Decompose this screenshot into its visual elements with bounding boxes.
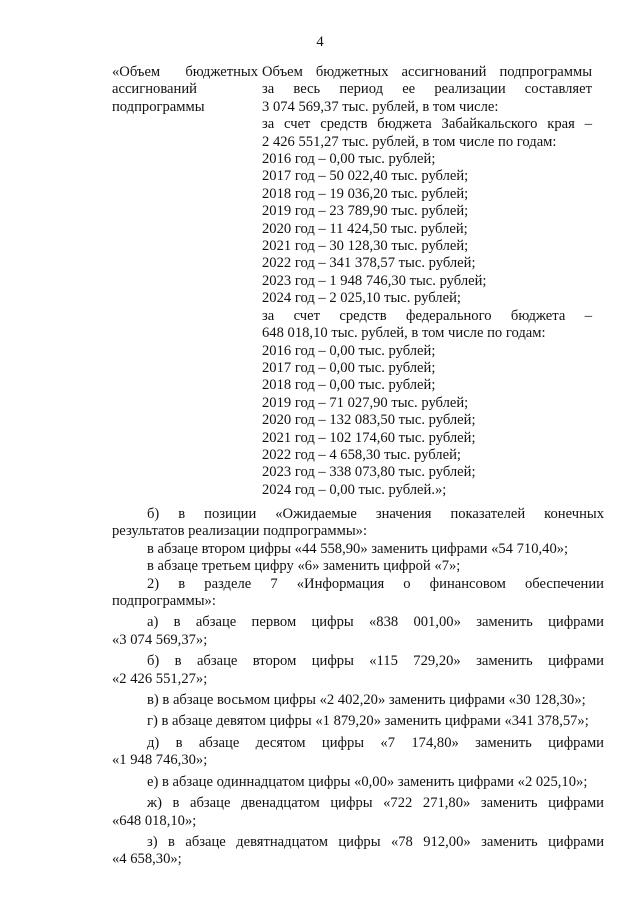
- paragraph-a-line2: «3 074 569,37»;: [112, 631, 208, 648]
- paragraph-e: е) в абзаце одиннадцатом цифры «0,00» заменить цифрами «2 025,10»;: [147, 773, 588, 790]
- table-line: 2022 год – 4 658,30 тыс. рублей;: [262, 446, 461, 463]
- table-line: 2017 год – 0,00 тыс. рублей;: [262, 359, 436, 376]
- left-word-2: бюджетных: [185, 64, 258, 80]
- paragraph-2-line2: подпрограммы»:: [112, 593, 216, 610]
- table-line: 2021 год – 102 174,60 тыс. рублей;: [262, 429, 476, 446]
- left-line-3: подпрограммы: [112, 98, 205, 115]
- table-left-column: [112, 64, 258, 499]
- paragraph-2-line1: 2) в разделе 7 «Информация о финансовом обеспечении: [147, 575, 604, 592]
- table-line: 2024 год – 2 025,10 тыс. рублей;: [262, 290, 461, 307]
- left-first-line: [112, 64, 258, 81]
- paragraph-a-line1: а) в абзаце первом цифры «838 001,00» заменить цифрами: [147, 614, 604, 631]
- paragraph-b-sub2: в абзаце третьем цифру «6» заменить цифрой «7»;: [147, 558, 461, 575]
- federal-lines: [262, 325, 592, 499]
- paragraph-d-line1: д) в абзаце десятом цифры «7 174,80» заменить цифрами: [147, 734, 604, 751]
- paragraph-b-line1: б) в позиции «Ожидаемые значения показателей конечных: [147, 506, 604, 522]
- table-line: 2023 год – 338 073,80 тыс. рублей;: [262, 464, 476, 481]
- table-line: 2020 год – 11 424,50 тыс. рублей;: [262, 220, 468, 237]
- table-line: 2022 год – 341 378,57 тыс. рублей;: [262, 255, 476, 272]
- left-word-1: «Объем: [112, 64, 161, 80]
- table-line: 2019 год – 23 789,90 тыс. рублей;: [262, 203, 469, 220]
- federal-heading: за счет средств федерального бюджета –: [262, 307, 592, 324]
- table-line: 2024 год – 0,00 тыс. рублей.»;: [262, 481, 447, 498]
- paragraph-b-sub1: в абзаце втором цифры «44 558,90» заменить цифрами «54 710,40»;: [147, 540, 569, 557]
- paragraph-g: г) в абзаце девятом цифры «1 879,20» заменить цифрами «341 378,57»;: [147, 713, 589, 730]
- paragraph-bb-line1: б) в абзаце втором цифры «115 729,20» заменить цифрами: [147, 653, 604, 670]
- table-line: 648 018,10 тыс. рублей, в том числе по годам:: [262, 325, 546, 342]
- paragraph-z-line1: з) в абзаце девятнадцатом цифры «78 912,00» заменить цифрами: [147, 833, 604, 850]
- regional-heading: за счет средств бюджета Забайкальского края –: [262, 116, 592, 133]
- paragraph-d-line2: «1 948 746,30»;: [112, 752, 208, 769]
- paragraph-bb-line2: «2 426 551,27»;: [112, 670, 208, 687]
- paragraph-zh-line1: ж) в абзаце двенадцатом цифры «722 271,80» заменить цифрами: [147, 795, 604, 812]
- table-line: 2016 год – 0,00 тыс. рублей;: [262, 342, 436, 359]
- regional-lines: [262, 134, 592, 308]
- table-line: 2023 год – 1 948 746,30 тыс. рублей;: [262, 272, 487, 289]
- budget-table: [112, 64, 592, 499]
- table-line: 2021 год – 30 128,30 тыс. рублей;: [262, 238, 469, 255]
- page-number: 4: [316, 34, 324, 50]
- right-total-line: 3 074 569,37 тыс. рублей, в том числе:: [262, 98, 499, 115]
- right-justified-2: за весь период ее реализации составляет: [262, 81, 592, 98]
- paragraph-z-line2: «4 658,30»;: [112, 851, 182, 868]
- table-line: 2016 год – 0,00 тыс. рублей;: [262, 151, 436, 168]
- table-line: 2020 год – 132 083,50 тыс. рублей;: [262, 412, 476, 429]
- table-line: 2017 год – 50 022,40 тыс. рублей;: [262, 168, 469, 185]
- table-right-column: [262, 64, 592, 499]
- right-justified-1: Объем бюджетных ассигнований подпрограммы: [262, 64, 592, 80]
- amendments-body: [112, 506, 604, 869]
- table-line: 2 426 551,27 тыс. рублей, в том числе по годам:: [262, 133, 557, 150]
- table-line: 2018 год – 19 036,20 тыс. рублей;: [262, 185, 469, 202]
- paragraph-b-line2: результатов реализации подпрограммы»:: [112, 523, 367, 540]
- table-line: 2018 год – 0,00 тыс. рублей;: [262, 377, 436, 394]
- left-line-2: ассигнований: [112, 81, 197, 98]
- table-line: 2019 год – 71 027,90 тыс. рублей;: [262, 394, 469, 411]
- paragraph-v: в) в абзаце восьмом цифры «2 402,20» заменить цифрами «30 128,30»;: [147, 692, 586, 709]
- paragraph-zh-line2: «648 018,10»;: [112, 812, 197, 829]
